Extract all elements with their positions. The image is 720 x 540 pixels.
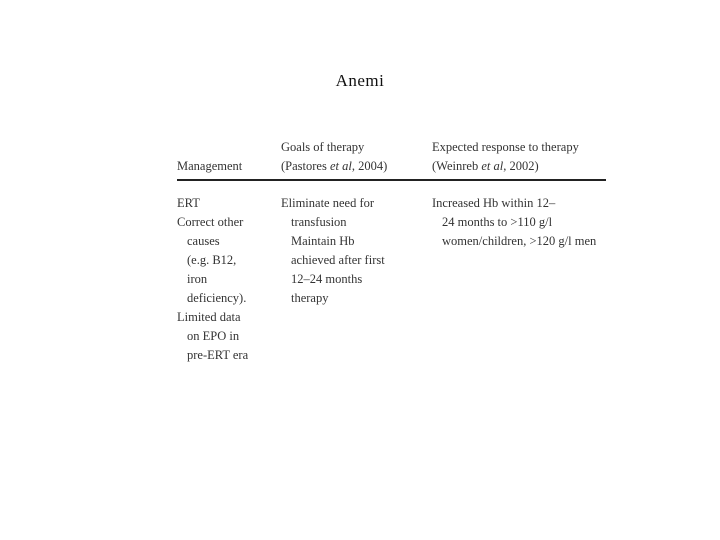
response-line: women/children, >120 g/l men	[442, 234, 597, 248]
goals-line: achieved after first	[291, 253, 385, 267]
header-response-cite-etal: et al	[481, 159, 504, 173]
goals-line: Maintain Hb	[291, 234, 355, 248]
management-cell	[177, 194, 277, 365]
header-goals-cite-year: , 2004)	[351, 159, 388, 173]
response-line: 24 months to >110 g/l	[442, 215, 553, 229]
header-management	[177, 138, 277, 178]
header-goals-line1: Goals of therapy	[281, 140, 365, 154]
header-response-line1: Expected response to therapy	[432, 140, 579, 154]
response-cell	[432, 194, 622, 251]
goals-line: Eliminate need for	[281, 196, 375, 210]
header-response-cite-year: , 2002)	[503, 159, 539, 173]
header-goals-line2	[281, 157, 431, 176]
management-line: Correct other	[177, 215, 244, 229]
management-line: ERT	[177, 196, 200, 210]
management-line: (e.g. B12,	[187, 253, 237, 267]
management-line: causes	[187, 234, 220, 248]
header-response	[432, 138, 622, 178]
goals-line: 12–24 months	[291, 272, 363, 286]
goals-line: transfusion	[291, 215, 347, 229]
header-goals-cite-author: (Pastores	[281, 159, 330, 173]
goals-cell	[281, 194, 431, 308]
management-line: Limited data	[177, 310, 241, 324]
header-response-cite-author: (Weinreb	[432, 159, 482, 173]
management-line: on EPO in	[187, 329, 240, 343]
slide-title: Anemi	[335, 71, 385, 90]
header-goals-cite-etal: et al	[329, 159, 352, 173]
management-line: deficiency).	[187, 291, 247, 305]
management-line: iron	[187, 272, 208, 286]
header-management-label: Management	[177, 159, 243, 173]
header-rule	[177, 179, 606, 181]
header-response-line2	[432, 157, 622, 176]
goals-line: therapy	[291, 291, 329, 305]
management-line: pre-ERT era	[187, 348, 249, 362]
header-goals	[281, 138, 431, 178]
response-line: Increased Hb within 12–	[432, 196, 556, 210]
